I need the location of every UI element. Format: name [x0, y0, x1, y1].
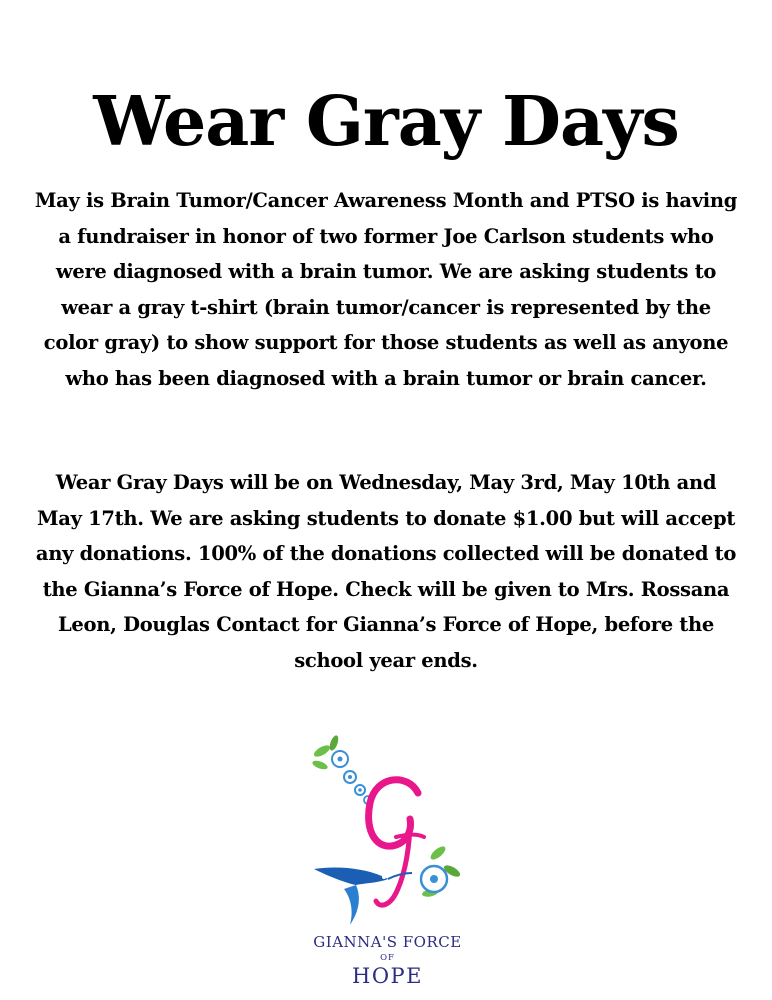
logo-graphic [300, 733, 475, 933]
script-g-icon [369, 780, 424, 905]
logo-text-hope: HOPE [352, 964, 423, 988]
flyer-title: Wear Gray Days [93, 82, 679, 162]
hummingbird-icon [314, 867, 412, 925]
logo-text-of: OF [380, 953, 395, 963]
flower-icon [332, 751, 372, 804]
paragraph-details: Wear Gray Days will be on Wednesday, May 3rd, May 10th and May 17th. We are asking students to donate $1.00 but will accept any donations. 100% of the donations collected will be donated to the Gianna’s Force of Hope. Check will be given to Mrs. Rossana Leon, Douglas Contact for Gianna’s Force of Hope, before the school year ends. [35, 471, 737, 672]
hibiscus-icon [421, 844, 462, 898]
paragraph-awareness: May is Brain Tumor/Cancer Awareness Month and PTSO is having a fundraiser in honor of two former Joe Carlson students who were diagnosed with a brain tumor. We are asking students to wear a gray t-shirt (brain tumor/cancer is represented by the color gray) to show support for those students as well as anyone who has been diagnosed with a brain tumor or brain cancer. [34, 189, 738, 390]
logo-text-giannas-force: GIANNA'S FORCE [313, 933, 462, 951]
giannas-force-of-hope-logo [300, 733, 475, 993]
